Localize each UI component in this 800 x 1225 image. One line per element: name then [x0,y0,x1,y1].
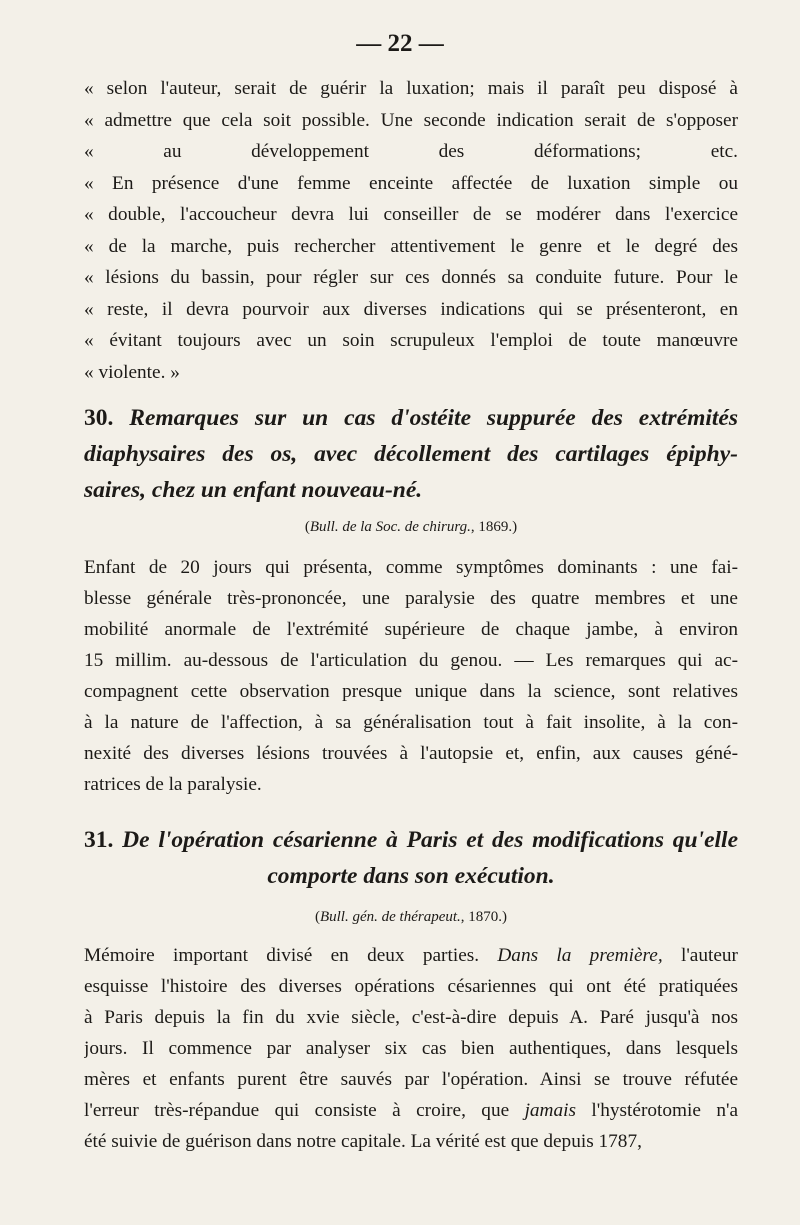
text-line: blesse générale très-prononcée, une paralysie des quatre membres et une [84,588,738,609]
text-line: esquisse l'histoire des diverses opérations césariennes qui ont été pratiquées [84,976,738,997]
text-line: « reste, il devra pourvoir aux diverses indications qui se présenteront, en [84,298,738,320]
body-line: l'erreur très-répandue qui consiste à croire, que jamais l'hystérotomie n'a [84,1100,738,1121]
text-line: à Paris depuis la fin du xvie siècle, c'est-à-dire depuis A. Paré jusqu'à nos [84,1007,738,1028]
section-31-source: (Bull. gén. de thérapeut., 1870.) [314,909,508,925]
text-line: « violente. » [84,361,180,383]
text-line: « au développement des déformations; etc. [84,141,738,162]
body-line: Mémoire important divisé en deux parties. Dans la première, l'auteur [84,945,738,966]
text-line: « admettre que cela soit possible. Une seconde indication serait de s'opposer [84,109,738,131]
text-line: ratrices de la paralysie. [84,774,262,795]
section-31-body [84,940,738,1157]
section-30-title-line-3: saires, chez un enfant nouveau-né. [84,477,423,503]
text-line: compagnent cette observation presque unique dans la science, sont relatives [84,681,738,702]
section-31-title-line-1: 31. De l'opération césarienne à Paris et des modifications qu'elle [84,827,738,853]
text-line: « selon l'auteur, serait de guérir la luxation; mais il paraît peu disposé à [84,78,738,99]
quoted-passage [84,73,738,388]
text-line: 15 millim. au-dessous de l'articulation du genou. — Les remarques qui ac- [84,650,738,671]
text-line: « de la marche, puis rechercher attentivement le genre et le degré des [84,235,738,257]
section-31 [84,822,738,1157]
section-30-title-line-2: diaphysaires des os, avec décollement des cartilages épiphy- [84,441,738,467]
section-30-body [84,552,738,800]
section-30-number: 30. [84,405,114,431]
text-line: « double, l'accoucheur devra lui conseiller de se modérer dans l'exercice [84,204,738,225]
section-30-title-line-1: 30. Remarques sur un cas d'ostéite suppurée des extrémités [84,405,738,431]
page-number: — 22 — [356,30,444,57]
section-30 [84,400,738,800]
text-line: Enfant de 20 jours qui présenta, comme symptômes dominants : une fai- [84,557,738,578]
section-31-body-middle [84,971,738,1095]
section-31-number: 31. [84,827,114,853]
section-30-source: (Bull. de la Soc. de chirurg., 1869.) [304,519,518,535]
text-line: « évitant toujours avec un soin scrupuleux l'emploi de toute manœuvre [84,330,738,351]
text-line: mobilité anormale de l'extrémité supérieure de chaque jambe, à environ [84,619,738,640]
text-line: « En présence d'une femme enceinte affectée de luxation simple ou [84,172,738,194]
body-line: été suivie de guérison dans notre capitale. La vérité est que depuis 1787, [84,1131,642,1152]
text-line: jours. Il commence par analyser six cas bien authentiques, dans lesquels [84,1038,738,1059]
section-31-title-line-2: comporte dans son exécution. [267,863,555,889]
text-line: nexité des diverses lésions trouvées à l'autopsie et, enfin, aux causes géné- [84,743,738,764]
text-line: « lésions du bassin, pour régler sur ces donnés sa conduite future. Pour le [84,267,738,288]
text-line: mères et enfants purent être sauvés par l'opération. Ainsi se trouve réfutée [84,1069,738,1090]
text-line: à la nature de l'affection, à sa généralisation tout à fait insolite, à la con- [84,712,738,733]
